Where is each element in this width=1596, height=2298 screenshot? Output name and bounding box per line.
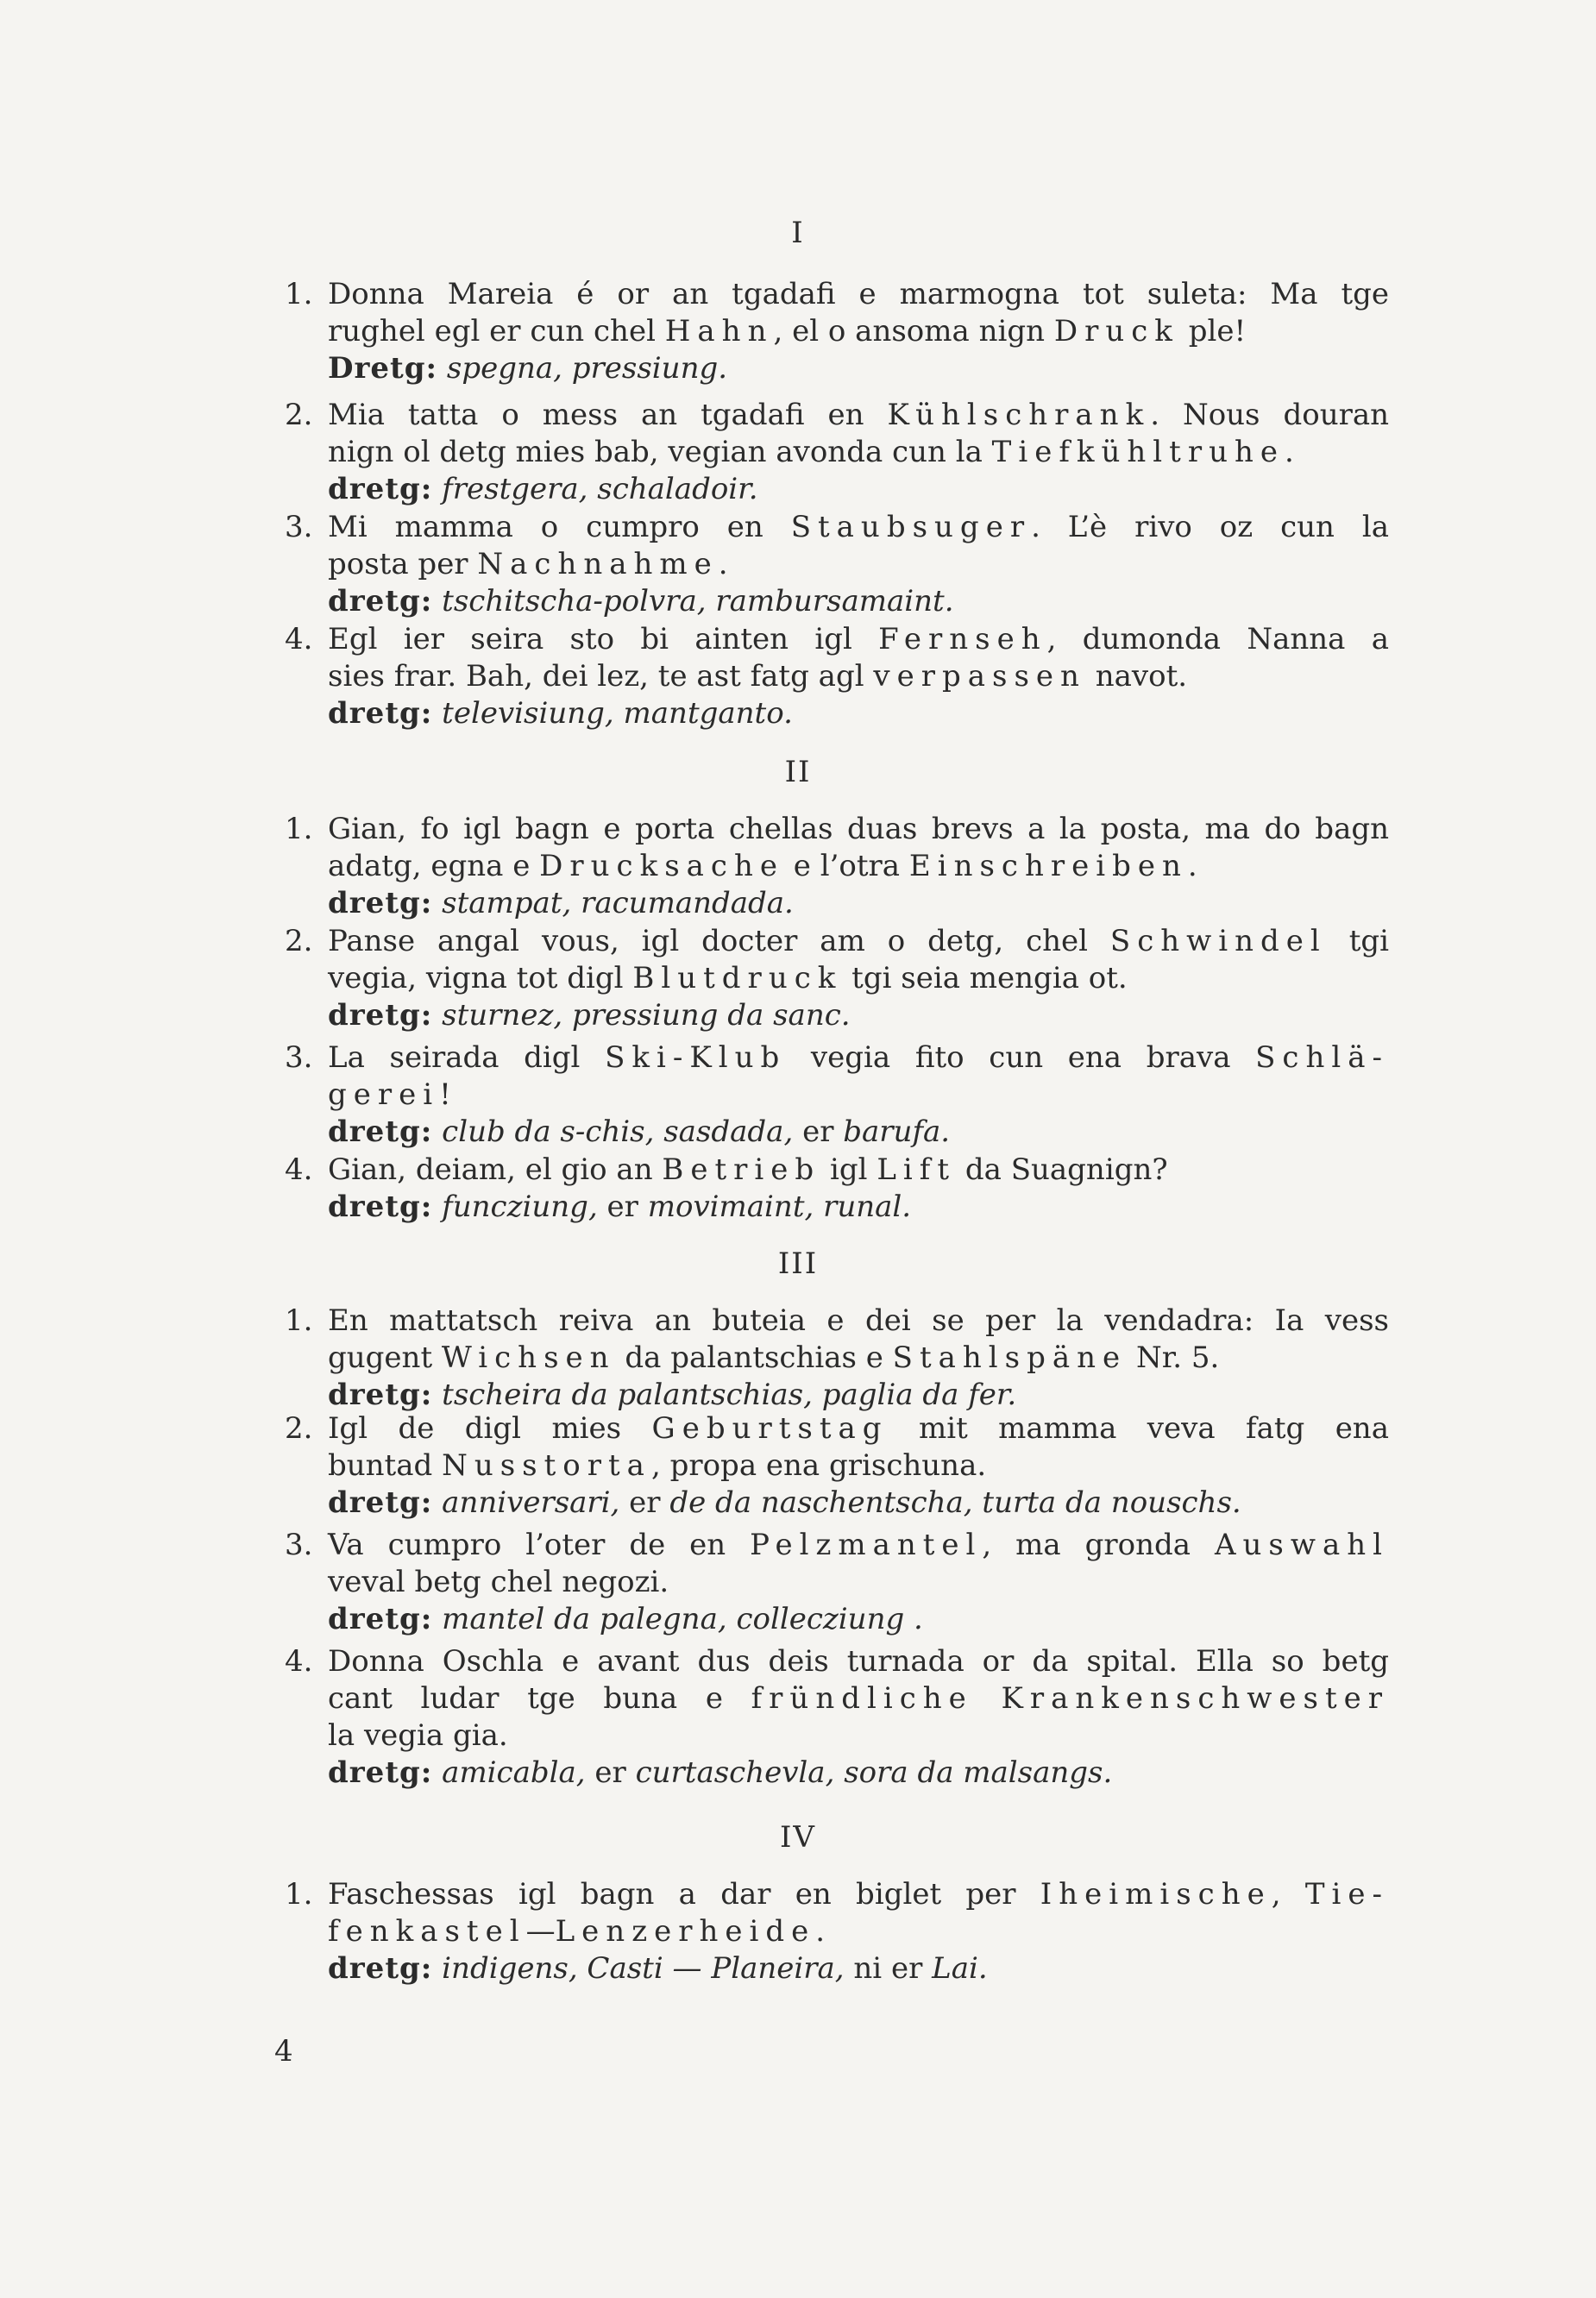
german-term: Hahn xyxy=(664,314,774,348)
german-term: Krankenschwester xyxy=(1001,1681,1389,1716)
item-number: 1. xyxy=(285,277,313,311)
german-term: Geburtstag xyxy=(651,1411,889,1446)
romansh-gloss: Lai. xyxy=(932,1951,988,1986)
dretg-label: dretg: xyxy=(328,1602,433,1636)
sentence-line xyxy=(328,1077,1389,1114)
german-term: Druck xyxy=(1053,314,1179,348)
line-text: da palantschias e xyxy=(615,1340,893,1375)
line-text: ! xyxy=(439,1077,451,1112)
line-text: tgi xyxy=(1326,924,1389,958)
gloss-connector: er xyxy=(597,1190,648,1224)
dretg-label: dretg: xyxy=(328,1755,433,1790)
section-heading: II xyxy=(784,755,812,789)
item-number: 4. xyxy=(285,1152,313,1187)
german-term: Pelzmantel xyxy=(750,1528,983,1562)
line-text: Igl de digl mies xyxy=(328,1411,652,1446)
translation-line xyxy=(328,1755,1389,1792)
item-number: 4. xyxy=(285,1644,313,1679)
translation-line xyxy=(328,1377,1389,1414)
line-text: . L’è rivo oz cun la xyxy=(1031,510,1389,544)
romansh-gloss: spegna, pressiung. xyxy=(446,351,728,386)
translation-line xyxy=(328,1189,1389,1226)
german-term: gerei xyxy=(328,1077,440,1112)
romansh-gloss: sturnez, pressiung da sanc. xyxy=(442,998,851,1033)
translation-line xyxy=(328,1950,1389,1987)
line-text: vegia fito cun ena brava xyxy=(786,1040,1256,1075)
dretg-label: dretg: xyxy=(328,472,433,506)
page-number: 4 xyxy=(274,2034,293,2069)
line-text: vegia, vigna tot digl xyxy=(328,961,633,995)
romansh-gloss: frestgera, schaladoir. xyxy=(442,472,758,506)
german-term: Ski-Klub xyxy=(605,1040,787,1075)
line-text: La seirada digl xyxy=(328,1040,606,1075)
line-text: gugent xyxy=(328,1340,442,1375)
sentence-line xyxy=(328,1717,1389,1755)
german-term: Blutdruck xyxy=(632,961,843,995)
sentence-line xyxy=(328,848,1389,885)
sentence-line xyxy=(328,434,1389,471)
sentence-line xyxy=(328,1303,1389,1340)
line-text: Mia tatta o mess an tgadafi en xyxy=(328,398,888,432)
dretg-label: dretg: xyxy=(328,886,433,920)
romansh-gloss: stampat, racumandada. xyxy=(442,886,794,920)
sentence-line xyxy=(328,923,1389,960)
sentence-line xyxy=(328,1527,1389,1564)
dretg-label: dretg: xyxy=(328,1951,433,1986)
item-number: 2. xyxy=(285,1411,313,1446)
line-text: Gian, fo igl bagn e porta chellas duas brevs a la posta, ma do bagn xyxy=(328,812,1389,846)
german-term: verpassen xyxy=(873,659,1086,694)
sentence-line xyxy=(328,811,1389,848)
german-term: Kühlschrank xyxy=(887,398,1151,432)
translation-line xyxy=(328,350,1389,387)
romansh-gloss: televisiung, mantganto. xyxy=(442,696,793,731)
sentence-line xyxy=(328,1152,1389,1189)
item-number: 2. xyxy=(285,924,313,958)
item-number: 1. xyxy=(285,812,313,846)
german-term: Stahlspäne xyxy=(892,1340,1128,1375)
line-text: nign ol detg mies bab, vegian avonda cun la xyxy=(328,435,992,469)
german-term: Betrieb xyxy=(662,1152,821,1187)
sentence-line xyxy=(328,658,1389,695)
sentence-line xyxy=(328,1876,1389,1913)
line-text: . xyxy=(1285,435,1294,469)
line-text: da Suagnign? xyxy=(956,1152,1168,1187)
item-number: 3. xyxy=(285,510,313,544)
line-text: mit mamma veva fatg ena xyxy=(888,1411,1389,1446)
romansh-gloss: movimaint, runal. xyxy=(647,1190,912,1224)
translation-line xyxy=(328,1114,1389,1151)
line-text: . xyxy=(718,547,728,581)
sentence-line xyxy=(328,960,1389,997)
item-number: 1. xyxy=(285,1877,313,1912)
line-text: . xyxy=(815,1914,826,1949)
item-number: 2. xyxy=(285,398,313,432)
german-term: Einschreiben xyxy=(908,849,1188,883)
sentence-line xyxy=(328,1447,1389,1485)
line-text: tgi seia mengia ot. xyxy=(842,961,1128,995)
german-term: fenkastel xyxy=(328,1914,526,1949)
translation-line xyxy=(328,997,1389,1034)
line-text: buntad xyxy=(328,1448,443,1483)
line-text: cant ludar tge buna e xyxy=(328,1681,751,1716)
line-text: Panse angal vous, igl docter am o detg, chel xyxy=(328,924,1110,958)
sentence-line xyxy=(328,1410,1389,1447)
line-text: Donna Mareia é or an tgadafi e marmogna tot suleta: Ma tge xyxy=(328,277,1389,311)
line-text: Faschessas igl bagn a dar en biglet per xyxy=(328,1877,1040,1912)
line-text: , ma gronda xyxy=(982,1528,1215,1562)
line-text: sies frar. Bah, dei lez, te ast fatg agl xyxy=(328,659,874,694)
dretg-label: dretg: xyxy=(328,1378,433,1412)
sentence-line xyxy=(328,546,1389,583)
german-term: Lift xyxy=(877,1152,957,1187)
line-text: , el o ansoma nign xyxy=(773,314,1054,348)
german-term: Schwindel xyxy=(1109,924,1327,958)
romansh-gloss: indigens, Casti — Planeira, xyxy=(442,1951,845,1986)
romansh-gloss: mantel da palegna, collecziung . xyxy=(442,1602,923,1636)
line-text: Donna Oschla e avant dus deis turnada or da spital. Ella so betg xyxy=(328,1644,1389,1679)
german-term: Lenzerheide xyxy=(555,1914,816,1949)
translation-line xyxy=(328,471,1389,508)
line-text: Va cumpro l’oter de en xyxy=(328,1528,751,1562)
line-text: veval betg chel negozi. xyxy=(328,1565,669,1599)
german-term: Nachnahme xyxy=(477,547,719,581)
item-number: 4. xyxy=(285,622,313,656)
item-number: 3. xyxy=(285,1040,313,1075)
german-term: Drucksache xyxy=(539,849,784,883)
sentence-line xyxy=(328,1564,1389,1601)
sentence-line xyxy=(328,1643,1389,1680)
sentence-line xyxy=(328,1039,1389,1077)
line-text: posta per xyxy=(328,547,478,581)
item-number: 3. xyxy=(285,1528,313,1562)
line-text: Gian, deiam, el gio an xyxy=(328,1152,663,1187)
sentence-line xyxy=(328,621,1389,658)
sentence-line xyxy=(328,276,1389,313)
romansh-gloss: curtaschevla, sora da malsangs. xyxy=(635,1755,1113,1790)
dretg-label: dretg: xyxy=(328,1114,433,1149)
line-text: navot. xyxy=(1085,659,1188,694)
line-text: Egl ier seira sto bi ainten igl xyxy=(328,622,879,656)
german-term: Iheimische xyxy=(1040,1877,1272,1912)
line-text: , propa ena grischuna. xyxy=(650,1448,987,1483)
gloss-connector: er xyxy=(585,1755,636,1790)
line-text: — xyxy=(525,1914,556,1949)
sentence-line xyxy=(328,1913,1389,1950)
dretg-label: dretg: xyxy=(328,584,433,618)
line-text: , dumonda Nanna a xyxy=(1046,622,1389,656)
dretg-label: dretg: xyxy=(328,696,433,731)
gloss-connector: er xyxy=(619,1485,670,1520)
german-term: Tiefkühltruhe xyxy=(991,435,1285,469)
line-text: adatg, egna e xyxy=(328,849,540,883)
item-number: 1. xyxy=(285,1303,313,1338)
german-term: Wichsen xyxy=(441,1340,616,1375)
section-heading: III xyxy=(777,1246,819,1281)
line-text xyxy=(973,1681,1002,1716)
line-text: En mattatsch reiva an buteia e dei se per la vendadra: Ia vess xyxy=(328,1303,1389,1338)
gloss-connector: er xyxy=(793,1114,844,1149)
german-term: Nusstorta xyxy=(442,1448,651,1483)
line-text: , xyxy=(1271,1877,1305,1912)
romansh-gloss: funcziung, xyxy=(442,1190,598,1224)
romansh-gloss: anniversari, xyxy=(442,1485,620,1520)
translation-line xyxy=(328,695,1389,732)
translation-line xyxy=(328,1485,1389,1522)
german-term: Staubsuger xyxy=(790,510,1032,544)
line-text: . Nous douran xyxy=(1150,398,1390,432)
translation-line xyxy=(328,885,1389,922)
dretg-label: dretg: xyxy=(328,1190,433,1224)
line-text: Nr. 5. xyxy=(1127,1340,1220,1375)
line-text: e l’otra xyxy=(783,849,909,883)
romansh-gloss: amicabla, xyxy=(442,1755,586,1790)
line-text: rughel egl er cun chel xyxy=(328,314,665,348)
dretg-label: dretg: xyxy=(328,998,433,1033)
line-text: Mi mamma o cumpro en xyxy=(328,510,791,544)
gloss-connector: ni er xyxy=(844,1951,933,1986)
dretg-label: Dretg: xyxy=(328,351,438,386)
sentence-line xyxy=(328,1340,1389,1377)
dretg-label: dretg: xyxy=(328,1485,433,1520)
romansh-gloss: barufa. xyxy=(843,1114,951,1149)
line-text: ple! xyxy=(1178,314,1247,348)
german-term: Tie- xyxy=(1304,1877,1389,1912)
section-heading: I xyxy=(791,216,805,250)
german-term: Fernseh xyxy=(878,622,1047,656)
romansh-gloss: tschitscha-polvra, rambursamaint. xyxy=(442,584,954,618)
sentence-line xyxy=(328,313,1389,350)
sentence-line xyxy=(328,1680,1389,1717)
german-term: fründliche xyxy=(751,1681,973,1716)
section-heading: IV xyxy=(780,1820,816,1855)
line-text: igl xyxy=(820,1152,877,1187)
romansh-gloss: club da s-chis, sasdada, xyxy=(442,1114,794,1149)
line-text: la vegia gia. xyxy=(328,1718,508,1753)
translation-line xyxy=(328,583,1389,620)
romansh-gloss: tscheira da palantschias, paglia da fer. xyxy=(442,1378,1017,1412)
romansh-gloss: de da naschentscha, turta da nouschs. xyxy=(669,1485,1241,1520)
sentence-line xyxy=(328,397,1389,434)
sentence-line xyxy=(328,509,1389,546)
line-text: . xyxy=(1187,849,1197,883)
german-term: Auswahl xyxy=(1214,1528,1389,1562)
german-term: Schlä- xyxy=(1255,1040,1389,1075)
translation-line xyxy=(328,1601,1389,1638)
